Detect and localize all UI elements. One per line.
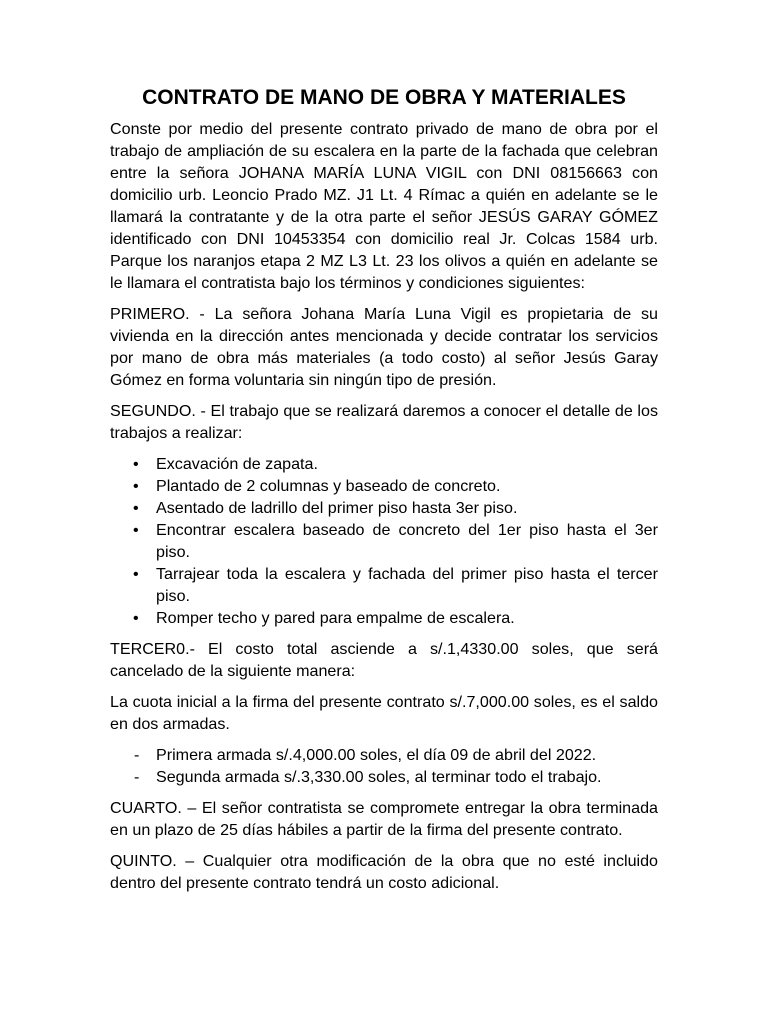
list-item (110, 766, 658, 788)
installment-list (110, 744, 658, 788)
intro-paragraph: Conste por medio del presente contrato privado de mano de obra por el trabajo de ampliación de su escalera en la parte de la fachada que celebran entre la señora JOHANA MARÍA LUNA VIGIL con DNI 08156663 con domicilio urb. Leoncio Prado MZ. J1 Lt. 4 Rímac a quién en adelante se le llamará la contratante y de la otra parte el señor JESÚS GARAY GÓMEZ identificado con DNI 10453354 con domicilio real Jr. Colcas 1584 urb. Parque los naranjos etapa 2 MZ L3 Lt. 23 los olivos a quién en adelante se le llamara el contratista bajo los términos y condiciones siguientes: (110, 120, 658, 292)
bullet-icon: • (133, 477, 139, 495)
list-item (110, 453, 658, 475)
list-item (110, 497, 658, 519)
bullet-icon: • (133, 521, 139, 539)
dash-icon: - (134, 746, 140, 764)
task-text: Excavación de zapata. (156, 455, 318, 473)
task-text: Encontrar escalera baseado de concreto del 1er piso hasta el 3er piso. (156, 521, 658, 561)
bullet-icon: • (133, 499, 139, 517)
dash-icon: - (134, 768, 140, 786)
clause-quinto: QUINTO. – Cualquier otra modificación de la obra que no esté incluido dentro del presente contrato tendrá un costo adicional. (110, 852, 658, 892)
clause-primero: PRIMERO. - La señora Johana María Luna Vigil es propietaria de su vivienda en la dirección antes mencionada y decide contratar los servicios por mano de obra más materiales (a todo costo) al señor Jesús Garay Gómez en forma voluntaria sin ningún tipo de presión. (110, 305, 658, 389)
task-list (110, 453, 658, 629)
clause-tercero: TERCER0.- El costo total asciende a s/.1,4330.00 soles, que será cancelado de la siguiente manera: (110, 640, 658, 680)
list-item (110, 607, 658, 629)
task-text: Romper techo y pared para empalme de escalera. (156, 609, 515, 627)
list-item (110, 744, 658, 766)
clause-segundo: SEGUNDO. - El trabajo que se realizará daremos a conocer el detalle de los trabajos a realizar: (110, 402, 658, 442)
bullet-icon: • (133, 565, 139, 583)
payment-initial: La cuota inicial a la firma del presente contrato s/.7,000.00 soles, es el saldo en dos armadas. (110, 693, 658, 733)
bullet-icon: • (133, 455, 139, 473)
list-item (110, 475, 658, 497)
task-text: Plantado de 2 columnas y baseado de concreto. (156, 477, 501, 495)
bullet-icon: • (133, 609, 139, 627)
task-text: Tarrajear toda la escalera y fachada del primer piso hasta el tercer piso. (156, 565, 658, 605)
list-item (110, 563, 658, 607)
installment-text: Primera armada s/.4,000.00 soles, el día 09 de abril del 2022. (156, 746, 597, 764)
task-text: Asentado de ladrillo del primer piso hasta 3er piso. (156, 499, 518, 517)
document-title: CONTRATO DE MANO DE OBRA Y MATERIALES (142, 86, 626, 109)
installment-text: Segunda armada s/.3,330.00 soles, al terminar todo el trabajo. (156, 768, 602, 786)
clause-cuarto: CUARTO. – El señor contratista se compromete entregar la obra terminada en un plazo de 25 días hábiles a partir de la firma del presente contrato. (110, 799, 658, 839)
list-item (110, 519, 658, 563)
